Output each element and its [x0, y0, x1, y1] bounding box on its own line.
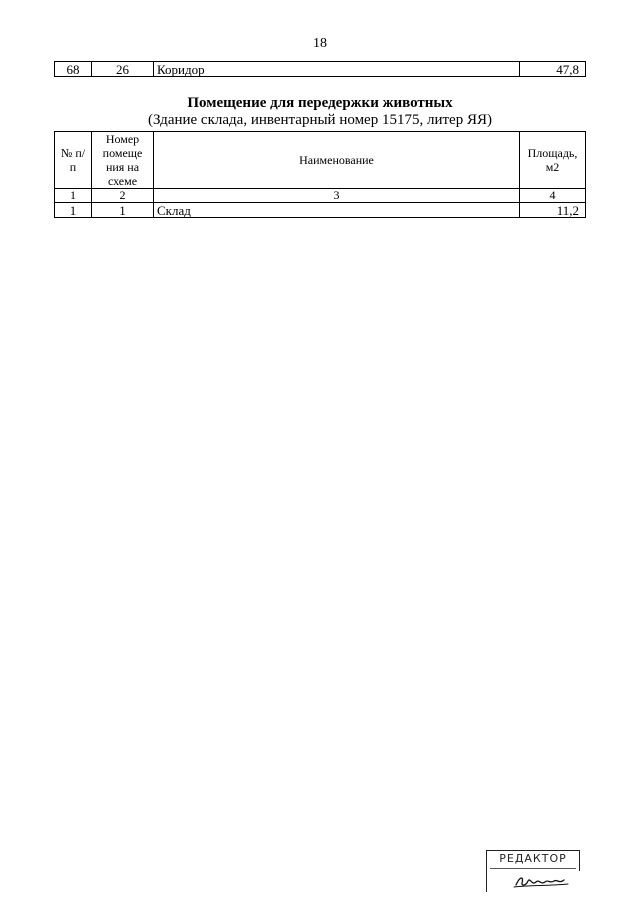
table-row: [55, 62, 586, 77]
continued-table: [54, 61, 586, 77]
rooms-table: [54, 131, 586, 218]
cell-area: 47,8: [520, 62, 586, 77]
column-number-row: [55, 189, 586, 203]
page-number: 18: [313, 36, 327, 51]
column-number: 2: [92, 189, 154, 203]
cell-num: 68: [55, 62, 92, 77]
stamp-divider: [490, 868, 576, 869]
section-subtitle: (Здание склада, инвентарный номер 15175, литер ЯЯ): [148, 112, 492, 128]
section-title: Помещение для передержки животных: [187, 95, 453, 111]
column-number: 1: [55, 189, 92, 203]
header-area: Площадь, м2: [520, 132, 586, 189]
column-number: 4: [520, 189, 586, 203]
signature-icon: [512, 870, 572, 890]
editor-stamp: [484, 846, 582, 892]
stamp-edge: [486, 870, 487, 892]
cell-area: 11,2: [520, 203, 586, 218]
cell-num: 1: [55, 203, 92, 218]
header-room-no: Номер помеще ния на схеме: [92, 132, 154, 189]
stamp-label: РЕДАКТОР: [499, 852, 567, 865]
table-header-row: [55, 132, 586, 189]
column-number: 3: [154, 189, 520, 203]
cell-room-no: 26: [92, 62, 154, 77]
header-num: № п/п: [55, 132, 92, 189]
header-name: Наименование: [154, 132, 520, 189]
cell-name: Склад: [154, 203, 520, 218]
table-row: [55, 203, 586, 218]
cell-room-no: 1: [92, 203, 154, 218]
cell-name: Коридор: [154, 62, 520, 77]
